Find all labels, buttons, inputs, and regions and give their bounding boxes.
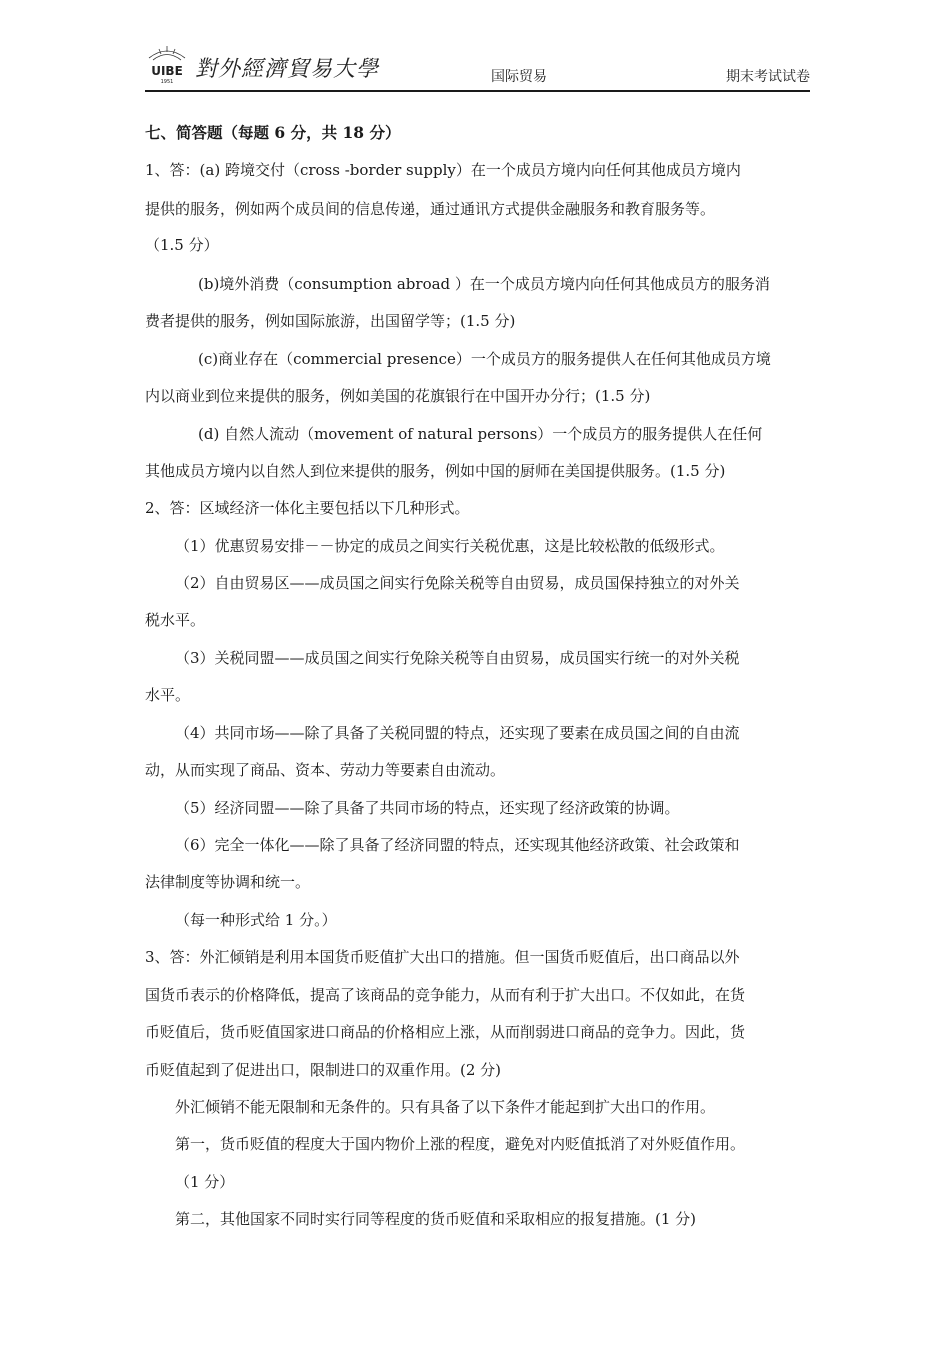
text-line: 法律制度等协调和统一。: [145, 873, 311, 891]
text-line: （1 分）: [175, 1173, 235, 1191]
text-line: 内以商业到位来提供的服务，例如美国的花旗银行在中国开办分行；(1.5 分): [145, 387, 651, 405]
text-line: 3、答：外汇倾销是利用本国货币贬值扩大出口的措施。但一国货币贬值后，出口商品以外: [145, 948, 740, 966]
text-line: 1、答：(a) 跨境交付（cross -border supply）在一个成员方境内向任何其他成员方境内: [145, 161, 741, 179]
text-line: 第一，货币贬值的程度大于国内物价上涨的程度，避免对内贬值抵消了对外贬值作用。: [175, 1135, 746, 1153]
text-line: (c)商业存在（commercial presence）一个成员方的服务提供人在任何其他成员方境: [198, 350, 771, 368]
exam-type: 期末考试试卷: [726, 69, 810, 85]
university-logo: [145, 44, 189, 84]
text-line: （1）优惠贸易安排－－协定的成员之间实行关税优惠，这是比较松散的低级形式。: [175, 537, 725, 555]
text-line: 2、答：区域经济一体化主要包括以下几种形式。: [145, 499, 470, 517]
text-line: （1.5 分）: [145, 236, 219, 254]
text-line: 税水平。: [145, 611, 206, 629]
text-line: 其他成员方境内以自然人到位来提供的服务，例如中国的厨师在美国提供服务。(1.5 分): [145, 462, 726, 480]
section-title: 七、简答题（每题 6 分，共 18 分）: [145, 123, 401, 142]
text-line: （每一种形式给 1 分。）: [175, 911, 337, 929]
text-line: (d) 自然人流动（movement of natural persons）一个成员方的服务提供人在任何: [198, 425, 763, 443]
text-line: 水平。: [145, 686, 191, 704]
logo-year: 1951: [160, 79, 174, 84]
text-line: （4）共同市场——除了具备了关税同盟的特点，还实现了要素在成员国之间的自由流: [175, 724, 740, 742]
text-line: 国货币表示的价格降低，提高了该商品的竞争能力，从而有利于扩大出口。不仅如此，在货: [145, 986, 746, 1004]
logo-text: UIBE: [151, 64, 183, 78]
text-line: 币贬值起到了促进出口，限制进口的双重作用。(2 分): [145, 1061, 502, 1079]
text-line: 动，从而实现了商品、资本、劳动力等要素自由流动。: [145, 761, 506, 779]
text-line: （3）关税同盟——成员国之间实行免除关税等自由贸易，成员国实行统一的对外关税: [175, 649, 740, 667]
text-line: 币贬值后，货币贬值国家进口商品的价格相应上涨，从而削弱进口商品的竞争力。因此，货: [145, 1023, 746, 1041]
page-header: [145, 44, 810, 92]
text-line: 第二，其他国家不同时实行同等程度的货币贬值和采取相应的报复措施。(1 分): [175, 1210, 697, 1228]
course-name: 国际贸易: [491, 69, 547, 85]
university-name: 對外經濟貿易大學: [195, 57, 380, 82]
text-line: （2）自由贸易区——成员国之间实行免除关税等自由贸易，成员国保持独立的对外关: [175, 574, 740, 592]
text-line: (b)境外消费（consumption abroad ）在一个成员方境内向任何其他成员方的服务消: [198, 275, 770, 293]
text-line: （6）完全一体化——除了具备了经济同盟的特点，还实现其他经济政策、社会政策和: [175, 836, 740, 854]
text-line: 外汇倾销不能无限制和无条件的。只有具备了以下条件才能起到扩大出口的作用。: [175, 1098, 716, 1116]
text-line: （5）经济同盟——除了具备了共同市场的特点，还实现了经济政策的协调。: [175, 799, 680, 817]
text-line: 费者提供的服务，例如国际旅游，出国留学等；(1.5 分): [145, 312, 516, 330]
text-line: 提供的服务，例如两个成员间的信息传递，通过通讯方式提供金融服务和教育服务等。: [145, 200, 716, 218]
